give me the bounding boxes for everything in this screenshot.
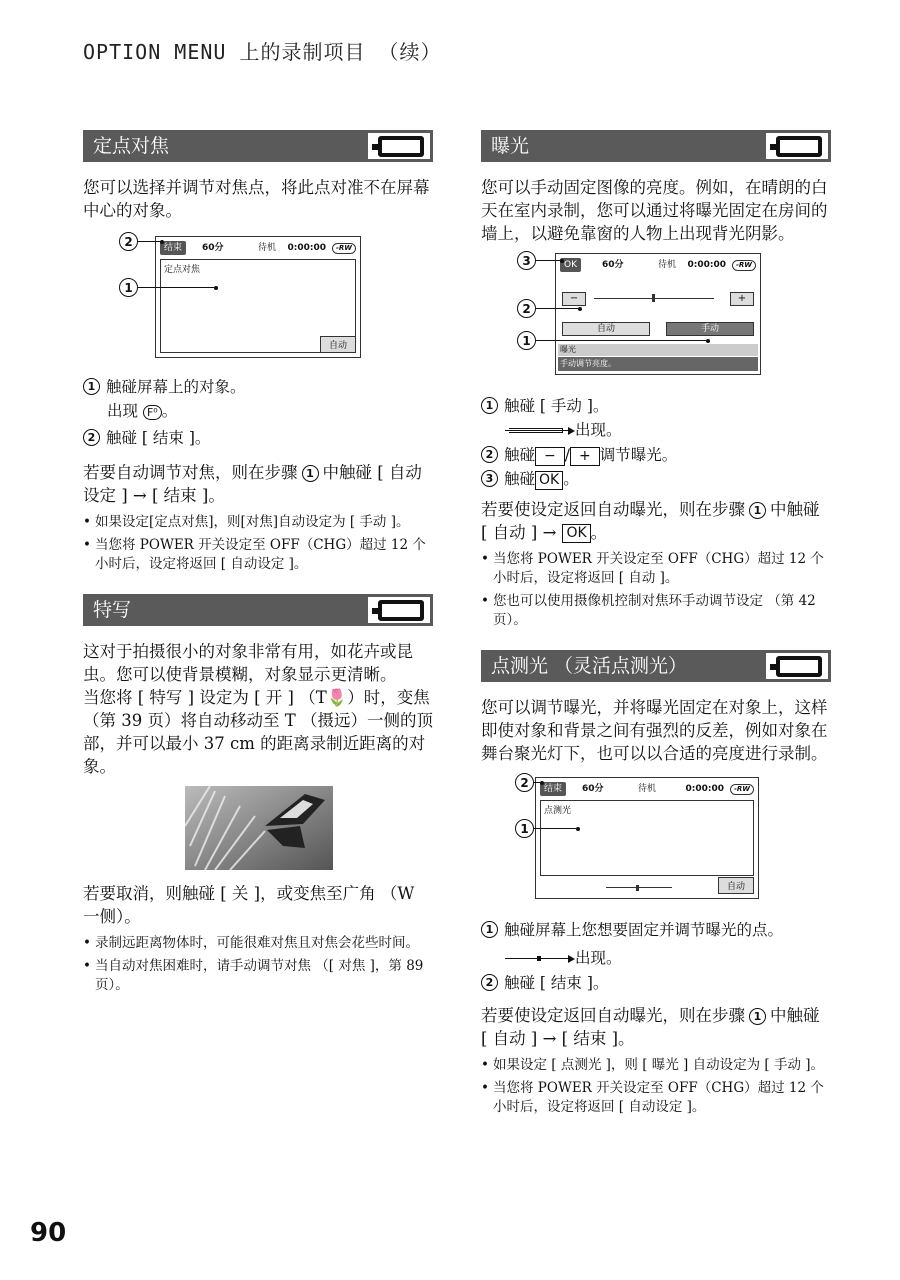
spot-focus-icon: F⁰ <box>143 405 162 420</box>
camera-mode-icon <box>763 130 831 162</box>
step-3: 3 触碰 OK 。 <box>481 468 831 490</box>
step-2: 2 触碰 − / + 调节曝光。 <box>481 444 831 466</box>
lcd-screen <box>555 253 761 375</box>
slider-icon <box>505 426 575 436</box>
section-head-spot-focus <box>83 130 433 162</box>
callout-2: 2 <box>515 773 544 792</box>
callout-1: 1 <box>517 331 710 350</box>
right-column <box>481 130 831 1121</box>
ok-key: OK <box>535 471 563 490</box>
step-2: 2 触碰 [ 结束 ]。 <box>481 972 831 994</box>
bullet: • 如果设定 [ 点测光 ]，则 [ 曝光 ] 自动设定为 [ 手动 ]。 <box>481 1056 831 1075</box>
section-title: 定点对焦 <box>93 135 170 157</box>
standby-status: 待机 <box>258 243 277 253</box>
battery-indicator: 60分 <box>602 260 624 270</box>
spot-meter-intro: 您可以调节曝光，并将曝光固定在对象上，这样即使对象和背景之间有强烈的反差，例如对象在舞台聚光灯下，也可以以合适的亮度进行录制。 <box>481 698 828 763</box>
minus-key: − <box>535 447 565 466</box>
page-number: 90 <box>30 1218 67 1248</box>
slider-icon <box>505 954 575 964</box>
lcd-screen <box>535 777 759 899</box>
left-column <box>83 130 433 999</box>
section-title: 特写 <box>93 599 132 621</box>
step-1-sub: 出现 F⁰ 。 <box>107 402 178 420</box>
standby-status: 待机 <box>658 260 677 270</box>
slider-marker <box>636 885 639 891</box>
camera-mode-icon <box>365 594 433 626</box>
standby-status: 待机 <box>638 784 657 794</box>
timecode: 0:00:00 <box>687 260 726 270</box>
lcd-screen <box>155 236 361 358</box>
bullet: • 当自动对焦困难时，请手动调节对焦 （[ 对焦 ]，第 89 页）。 <box>83 957 433 995</box>
info-title: 曝光 <box>558 344 758 356</box>
section-head-spot-meter <box>481 650 831 682</box>
telemacro-p2: 当您将 [ 特写 ] 设定为 [ 开 ] （T🌷）时，变焦 （第 39 页）将自动移动至 T （摄远）一侧的顶部，并可以最小 37 cm 的距离录制近距离的对象。 <box>83 688 433 776</box>
step-1: 1 触碰屏幕上您想要固定并调节曝光的点。 <box>481 919 831 941</box>
ok-button[interactable]: OK <box>560 258 581 272</box>
end-button[interactable]: 结束 <box>540 782 566 796</box>
manual-button[interactable]: 手动 <box>666 322 754 336</box>
camera-mode-icon <box>365 130 433 162</box>
section-title: 点测光 （灵活点测光） <box>491 655 688 677</box>
auto-button[interactable]: 自动 <box>320 336 356 353</box>
step-2: 2 触碰 [ 结束 ]。 <box>83 427 433 449</box>
bullet: • 如果设定[定点对焦]，则[对焦]自动设定为 [ 手动 ]。 <box>83 513 433 532</box>
telemacro-p1: 这对于拍摄很小的对象非常有用，如花卉或昆虫。您可以使背景模糊，对象显示更清晰。 <box>83 642 413 684</box>
section-head-telemacro <box>83 594 433 626</box>
bullet: • 当您将 POWER 开关设定至 OFF（CHG）超过 12 个小时后，设定将返回 [ 自动 ]。 <box>481 550 831 588</box>
exposure-slider <box>606 887 672 888</box>
media-icon: -RW <box>732 260 756 271</box>
slider-marker <box>652 294 655 302</box>
bullet: • 当您将 POWER 开关设定至 OFF（CHG）超过 12 个小时后，设定将返回 [ 自动设定 ]。 <box>481 1079 831 1117</box>
battery-indicator: 60分 <box>582 784 604 794</box>
auto-button[interactable]: 自动 <box>562 322 650 336</box>
callout-3: 3 <box>517 251 564 270</box>
timecode: 0:00:00 <box>685 784 724 794</box>
step-1: 1 触碰屏幕上的对象。 <box>83 376 433 398</box>
end-button[interactable]: 结束 <box>160 241 186 255</box>
bullet: • 当您将 POWER 开关设定至 OFF（CHG）超过 12 个小时后，设定将返回 [ 自动设定 ]。 <box>83 536 433 574</box>
spot-focus-intro: 您可以选择并调节对焦点，将此点对准不在屏幕中心的对象。 <box>83 178 430 220</box>
running-title: OPTION MENU 上的录制项目 （续） <box>83 40 442 64</box>
screen-label: 定点对焦 <box>164 265 201 275</box>
touch-area[interactable] <box>540 800 754 876</box>
media-icon: -RW <box>332 243 356 254</box>
auto-exposure-note: 若要使设定返回自动曝光，则在步骤 1 中触碰 [ 自动 ] → [ 结束 ]。 <box>481 1006 820 1048</box>
camera-mode-icon <box>763 650 831 682</box>
plus-button[interactable]: + <box>730 292 754 306</box>
auto-focus-note: 若要自动调节对焦，则在步骤 1 中触碰 [ 自动设定 ] → [ 结束 ]。 <box>83 463 422 505</box>
section-head-exposure <box>481 130 831 162</box>
exposure-intro: 您可以手动固定图像的亮度。例如，在晴朗的白天在室内录制，您可以通过将曝光固定在房间的墙上，以避免靠窗的人物上出现背光阴影。 <box>481 178 828 243</box>
info-text: 手动调节亮度。 <box>558 357 758 371</box>
callout-2: 2 <box>119 232 164 251</box>
exposure-lcd-diagram <box>481 253 831 381</box>
media-icon: -RW <box>730 784 754 795</box>
callout-1: 1 <box>515 819 580 838</box>
step-1-sub: 出现。 <box>481 419 831 441</box>
telemacro-cancel: 若要取消，则触碰 [ 关 ]，或变焦至广角 （W 一侧）。 <box>83 884 415 926</box>
screen-label: 点测光 <box>544 806 572 816</box>
plus-key: + <box>570 447 600 466</box>
minus-button[interactable]: − <box>562 292 586 306</box>
ok-key: OK <box>562 524 590 543</box>
auto-exposure-note: 若要使设定返回自动曝光，则在步骤 1 中触碰 [ 自动 ] → OK 。 <box>481 500 820 542</box>
spot-focus-lcd-diagram <box>83 232 433 362</box>
battery-indicator: 60分 <box>202 243 224 253</box>
callout-2: 2 <box>517 299 582 318</box>
spot-meter-lcd-diagram <box>481 775 831 905</box>
step-1-sub: 出现。 <box>481 947 831 969</box>
callout-1: 1 <box>119 278 218 297</box>
bullet: • 您也可以使用摄像机控制对焦环手动调节设定 （第 42 页）。 <box>481 592 831 630</box>
timecode: 0:00:00 <box>287 243 326 253</box>
auto-button[interactable]: 自动 <box>718 877 754 894</box>
bullet: • 录制远距离物体时，可能很难对焦且对焦会花些时间。 <box>83 934 433 953</box>
step-1: 1 触碰 [ 手动 ]。 <box>481 395 831 417</box>
butterfly-photo <box>185 786 333 870</box>
section-title: 曝光 <box>491 135 530 157</box>
